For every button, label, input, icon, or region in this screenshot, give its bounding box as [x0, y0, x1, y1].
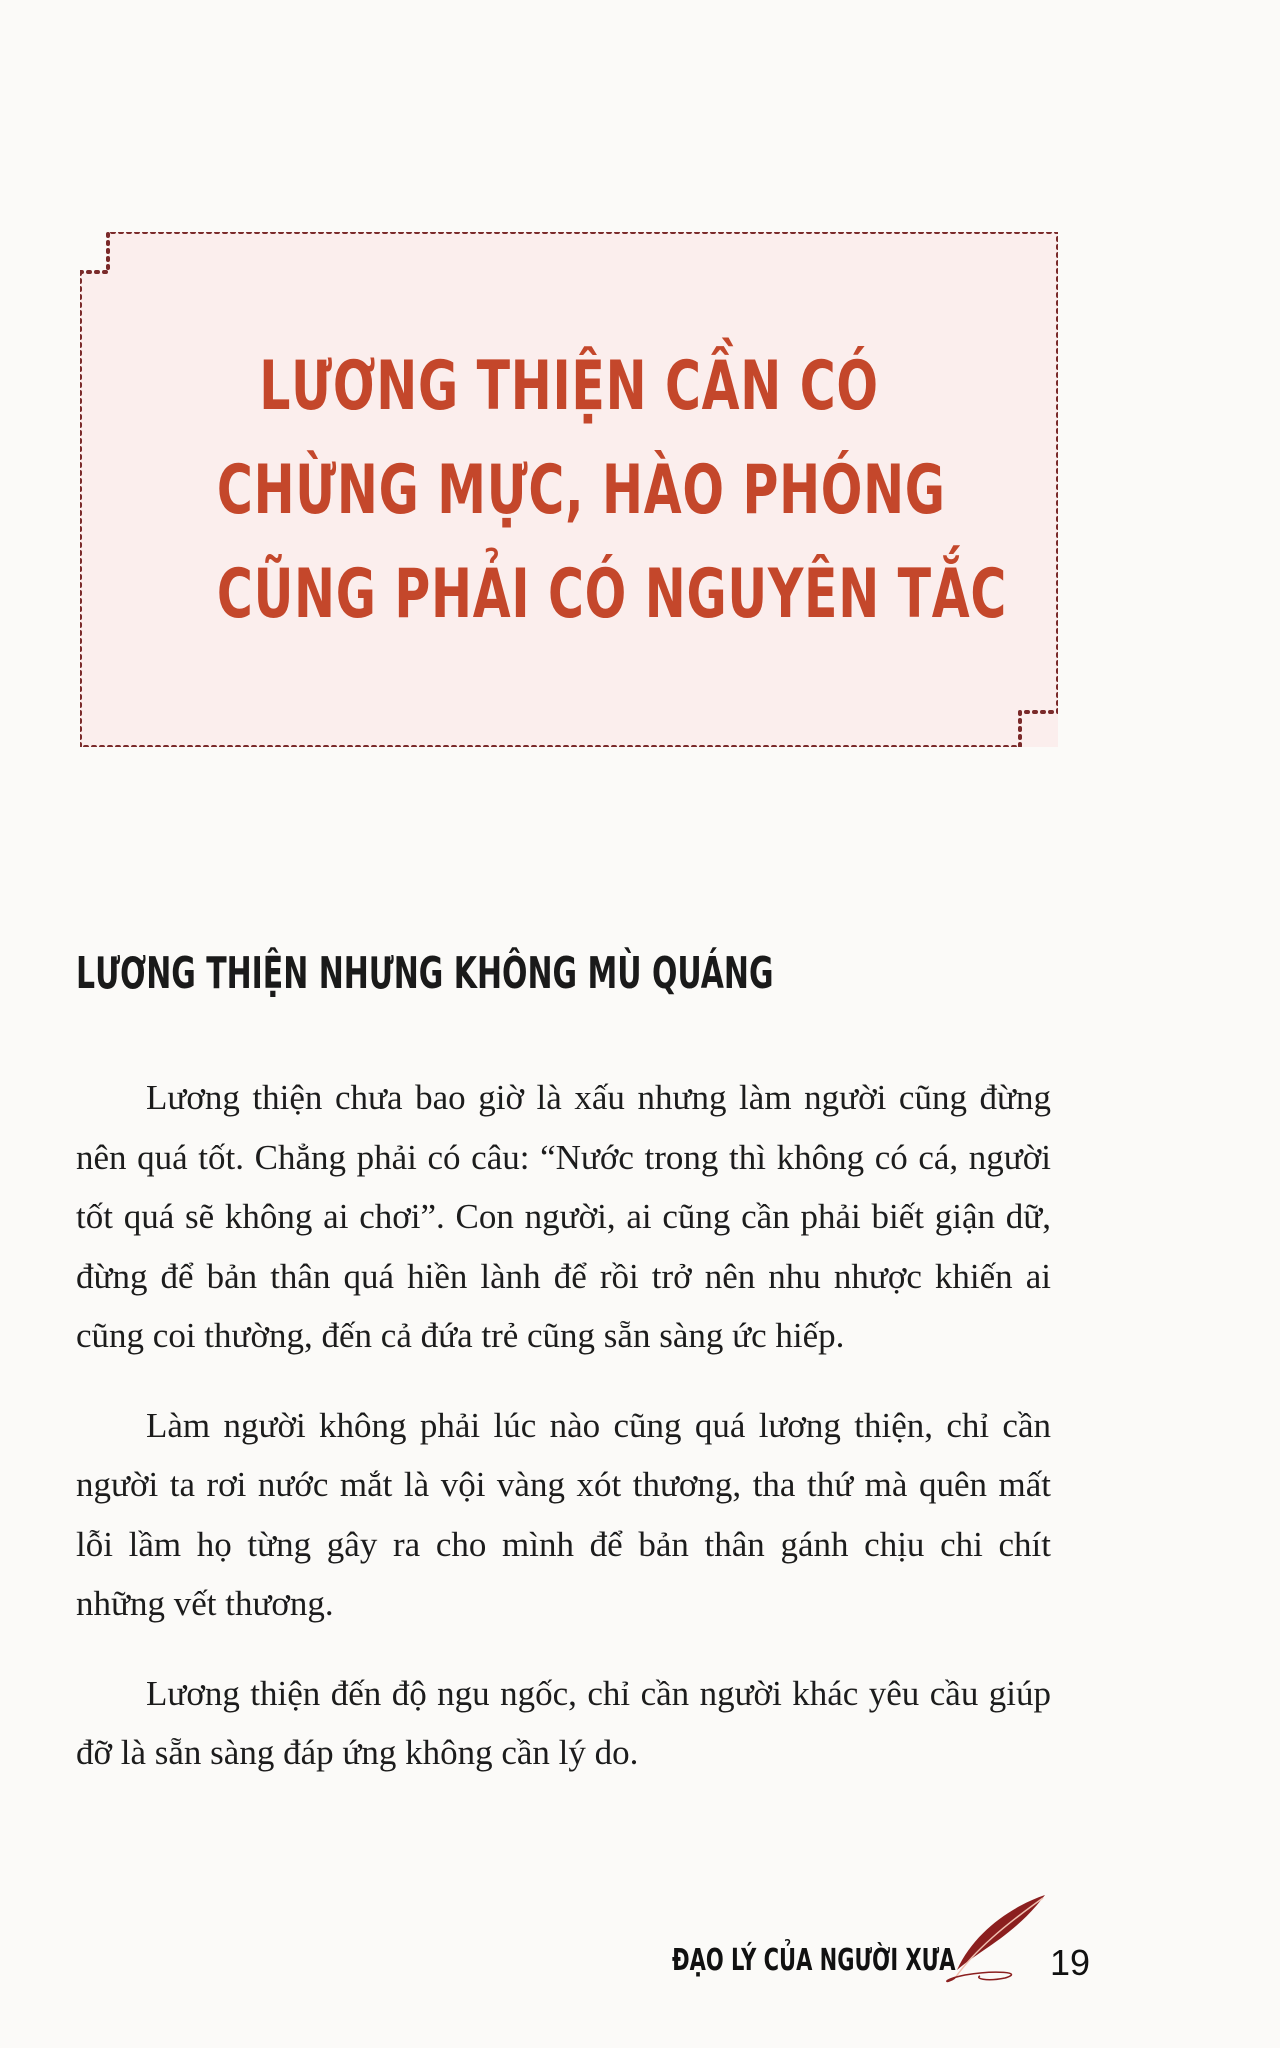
feather-quill-icon [935, 1890, 1055, 1990]
chapter-title [216, 335, 1008, 647]
page-number: 19 [1050, 1942, 1091, 1983]
paragraph: Lương thiện chưa bao giờ là xấu nhưng làm người cũng đừng nên quá tốt. Chẳng phải có câu: “Nước trong thì không có cá, người tốt quá sẽ không ai chơi”. Con người, ai cũng cần phải biết giận dữ, đừng để bản thân quá hiền lành để rồi trở nên nhu nhược khiến ai cũng coi thường, đến cả đứa trẻ cũng sẵn sàng ức hiếp. [76, 1078, 1051, 1355]
chapter-title-line: LƯƠNG THIỆN CẦN CÓ [259, 347, 879, 426]
body-text [76, 1068, 1051, 1813]
chapter-title-line: CHỪNG MỰC, HÀO PHÓNG [216, 451, 946, 530]
paragraph: Lương thiện đến độ ngu ngốc, chỉ cần người khác yêu cầu giúp đỡ là sẵn sàng đáp ứng không cần lý do. [76, 1673, 1051, 1772]
footer-book-title: ĐẠO LÝ CỦA NGƯỜI XƯA [672, 1943, 956, 1978]
section-heading: LƯƠNG THIỆN NHƯNG KHÔNG MÙ QUÁNG [76, 948, 774, 999]
chapter-title-line: CŨNG PHẢI CÓ NGUYÊN TẮC [216, 555, 1008, 634]
paragraph: Làm người không phải lúc nào cũng quá lương thiện, chỉ cần người ta rơi nước mắt là vội vàng xót thương, tha thứ mà quên mất lỗi lầm họ từng gây ra cho mình để bản thân gánh chịu chi chít những vết thương. [76, 1405, 1051, 1623]
